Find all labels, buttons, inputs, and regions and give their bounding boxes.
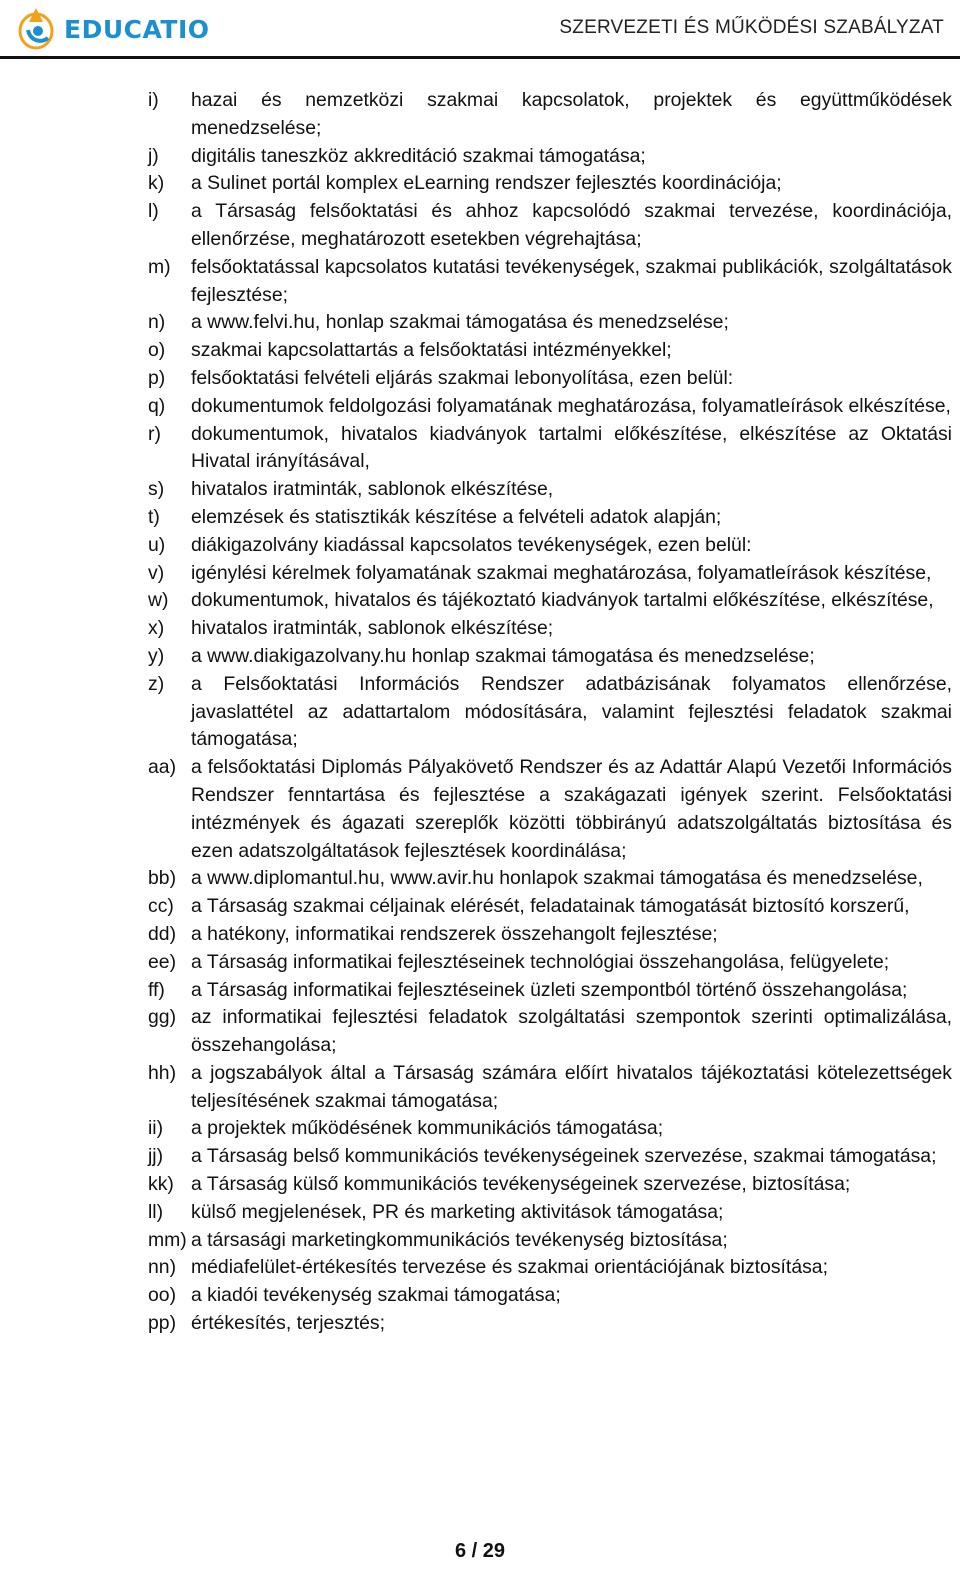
list-item-label: l): [148, 200, 159, 223]
list-item: [148, 1199, 952, 1227]
list-item: [148, 143, 952, 171]
list-item-text: diákigazolvány kiadással kapcsolatos tevékenységek, ezen belül:: [191, 533, 752, 556]
list-item-label: ff): [148, 978, 165, 1001]
list-item-text: dokumentumok feldolgozási folyamatának meghatározása, folyamatleírások elkészítése,: [191, 394, 951, 417]
list-item: [148, 949, 952, 977]
list-item-text: igénylési kérelmek folyamatának szakmai meghatározása, folyamatleírások készítése,: [191, 561, 932, 584]
list-item-text: a Sulinet portál komplex eLearning rendszer fejlesztés koordinációja;: [191, 172, 782, 195]
list-item: [148, 1254, 952, 1282]
list-item-text: a Társaság szakmai céljainak elérését, feladatainak támogatását biztosító korszerű,: [191, 895, 910, 918]
list-item-label: hh): [148, 1061, 177, 1084]
list-item-label: y): [148, 644, 165, 667]
list-item-label: m): [148, 255, 171, 278]
list-item: [148, 87, 952, 143]
list-item-label: u): [148, 533, 166, 556]
list-item-label: n): [148, 311, 166, 334]
task-list: [148, 87, 952, 1338]
list-item-label: z): [148, 672, 165, 695]
list-item: [148, 1282, 952, 1310]
list-item-text: digitális taneszköz akkreditáció szakmai támogatása;: [191, 144, 646, 167]
list-item-text: a www.diplomantul.hu, www.avir.hu honlapok szakmai támogatása és menedzselése,: [191, 867, 923, 890]
list-item-text: dokumentumok, hivatalos és tájékoztató kiadványok tartalmi előkészítése, elkészítése,: [191, 589, 934, 612]
list-item-text: a Társaság informatikai fejlesztéseinek technológiai összehangolása, felügyelete;: [191, 950, 890, 973]
list-item-text: a Társaság informatikai fejlesztéseinek üzleti szempontból történő összehangolása;: [191, 978, 908, 1001]
educatio-logo-icon: [16, 4, 60, 54]
list-item-text: a jogszabályok által a Társaság számára előírt hivatalos tájékoztatási kötelezettségek teljesítésének szakmai támogatása;: [191, 1061, 952, 1112]
list-item: [148, 504, 952, 532]
list-item-label: w): [148, 589, 169, 612]
list-item: [148, 421, 952, 477]
list-item-label: o): [148, 339, 166, 362]
list-item-label: nn): [148, 1256, 177, 1279]
list-item-text: a projektek működésének kommunikációs támogatása;: [191, 1117, 664, 1140]
list-item-text: a Társaság külső kommunikációs tevékenységeinek szervezése, biztosítása;: [191, 1173, 851, 1196]
page-header: [0, 0, 960, 60]
list-item: [148, 1310, 952, 1338]
page-number: 6 / 29: [454, 1540, 506, 1562]
list-item: [148, 671, 952, 754]
list-item-label: s): [148, 478, 165, 501]
list-item-text: a Társaság felsőoktatási és ahhoz kapcsolódó szakmai tervezése, koordinációja, ellenőrzése, meghatározott esetekben végrehajtása;: [191, 200, 952, 250]
list-item-label: k): [148, 172, 165, 195]
list-item: [148, 977, 952, 1005]
list-item-text: a www.felvi.hu, honlap szakmai támogatása és menedzselése;: [191, 311, 729, 334]
list-item-text: hivatalos iratminták, sablonok elkészítése,: [191, 478, 554, 501]
list-item-text: hazai és nemzetközi szakmai kapcsolatok, projektek és együttműködések menedzselése;: [191, 89, 952, 139]
list-item: [148, 254, 952, 310]
list-item: [148, 1227, 952, 1255]
list-item-text: a kiadói tevékenység szakmai támogatása;: [191, 1284, 561, 1307]
list-item-text: médiafelület-értékesítés tervezése és szakmai orientációjának biztosítása;: [191, 1256, 828, 1279]
list-item-text: hivatalos iratminták, sablonok elkészítése;: [191, 617, 554, 640]
list-item-text: dokumentumok, hivatalos kiadványok tartalmi előkészítése, elkészítése az Oktatási Hivatal irányításával,: [191, 422, 952, 473]
list-item: [148, 337, 952, 365]
document-title: SZERVEZETI ÉS MŰKÖDÉSI SZABÁLYZAT: [559, 17, 944, 38]
list-item-label: ii): [148, 1117, 164, 1140]
list-item-label: jj): [148, 1145, 164, 1168]
educatio-logo: [16, 4, 210, 54]
list-item-text: értékesítés, terjesztés;: [191, 1312, 385, 1335]
list-item-text: elemzések és statisztikák készítése a felvételi adatok alapján;: [191, 505, 722, 528]
list-item: [148, 1060, 952, 1116]
list-item-text: a társasági marketingkommunikációs tevékenység biztosítása;: [191, 1228, 728, 1251]
list-item: [148, 393, 952, 421]
list-item-label: pp): [148, 1312, 177, 1335]
list-item: [148, 865, 952, 893]
list-item-text: a www.diakigazolvany.hu honlap szakmai támogatása és menedzselése;: [191, 644, 815, 667]
list-item-label: bb): [148, 867, 177, 890]
list-item: [148, 1143, 952, 1171]
list-item-label: kk): [148, 1173, 174, 1196]
list-item-label: v): [148, 561, 165, 584]
list-item: [148, 587, 952, 615]
list-item-label: oo): [148, 1284, 177, 1307]
list-item: [148, 1115, 952, 1143]
list-item: [148, 365, 952, 393]
list-item-label: mm): [148, 1228, 187, 1251]
list-item-label: p): [148, 366, 166, 389]
list-item: [148, 309, 952, 337]
list-item: [148, 643, 952, 671]
list-item-label: ee): [148, 950, 177, 973]
list-item-text: felsőoktatási felvételi eljárás szakmai lebonyolítása, ezen belül:: [191, 366, 734, 389]
list-item-label: ll): [148, 1200, 164, 1223]
list-item: [148, 615, 952, 643]
list-item: [148, 1171, 952, 1199]
list-item-label: t): [148, 505, 160, 528]
list-item-text: a Felsőoktatási Információs Rendszer adatbázisának folyamatos ellenőrzése, javaslattétel az adattartalom módosítására, valamint fejlesztési feladatok szakmai támogatása;: [191, 672, 952, 751]
list-item-text: a Társaság belső kommunikációs tevékenységeinek szervezése, szakmai támogatása;: [191, 1145, 937, 1168]
list-item-label: x): [148, 617, 165, 640]
list-item: [148, 1004, 952, 1060]
list-item-text: az informatikai fejlesztési feladatok szolgáltatási szempontok szerinti optimalizálása, összehangolása;: [191, 1006, 952, 1057]
list-item-text: külső megjelenések, PR és marketing aktivitások támogatása;: [191, 1200, 724, 1223]
list-item: [148, 170, 952, 198]
list-item-text: a hatékony, informatikai rendszerek összehangolt fejlesztése;: [191, 922, 718, 945]
list-item-label: dd): [148, 922, 177, 945]
list-item-text: szakmai kapcsolattartás a felsőoktatási intézményekkel;: [191, 339, 672, 362]
list-item: [148, 921, 952, 949]
list-item: [148, 893, 952, 921]
list-item-label: q): [148, 394, 166, 417]
list-item: [148, 476, 952, 504]
list-item-label: i): [148, 89, 159, 111]
list-item-label: j): [148, 144, 159, 167]
list-item: [148, 198, 952, 254]
logo-wordmark: EDUCATIO: [64, 14, 210, 44]
list-item-label: gg): [148, 1006, 177, 1029]
header-divider: [0, 56, 960, 59]
list-item-text: felsőoktatással kapcsolatos kutatási tevékenységek, szakmai publikációk, szolgáltatások fejlesztése;: [191, 255, 952, 306]
list-item: [148, 532, 952, 560]
list-item-text: a felsőoktatási Diplomás Pályakövető Rendszer és az Adattár Alapú Vezetői Információs Rendszer fenntartása és fejlesztése a szakágazati igények szerint. Felsőoktatási intézmények és ágazati szereplők közötti többirányú adatszolgáltatás biztosítása és ezen adatszolgáltatások fejlesztések koordinálása;: [191, 756, 952, 862]
list-item: [148, 754, 952, 865]
list-item: [148, 560, 952, 588]
list-item-label: aa): [148, 756, 177, 779]
list-item-label: r): [148, 422, 161, 445]
list-item-label: cc): [148, 895, 174, 918]
